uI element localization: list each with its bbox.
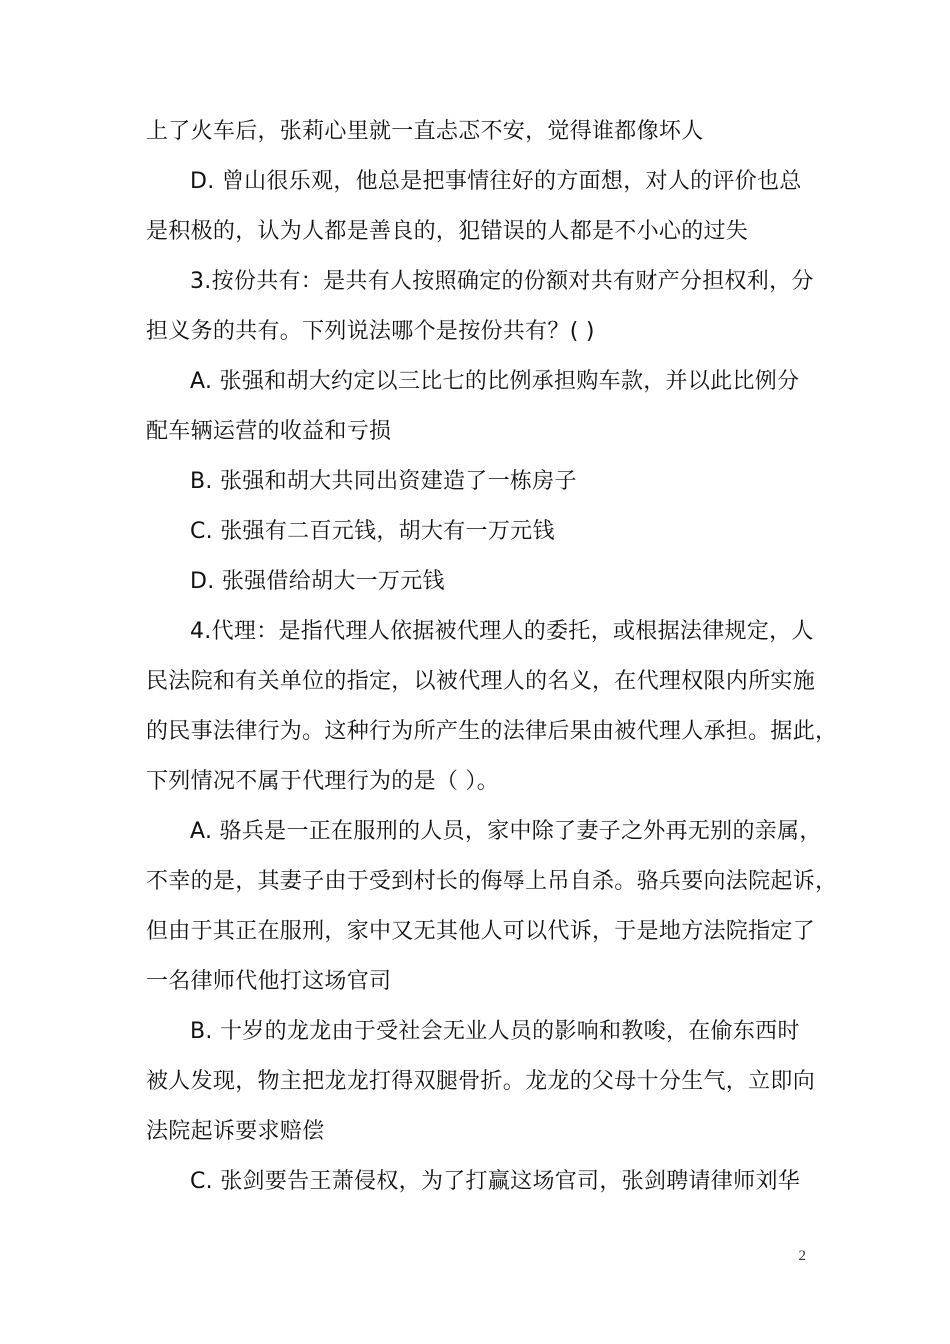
question-3-line: 3.按份共有：是共有人按照确定的份额对共有财产分担权利，分 xyxy=(190,269,814,294)
text-line: 民法院和有关单位的指定，以被代理人的名义，在代理权限内所实施 xyxy=(146,669,816,694)
option-b-line: B. 张强和胡大共同出资建造了一栋房子 xyxy=(190,469,577,494)
text-line: 下列情况不属于代理行为的是（ ）。 xyxy=(146,769,500,794)
option-a-line: A. 骆兵是一正在服刑的人员，家中除了妻子之外再无别的亲属， xyxy=(190,819,822,844)
text-line: 被人发现，物主把龙龙打得双腿骨折。龙龙的父母十分生气，立即向 xyxy=(146,1069,816,1094)
option-d-line: D. 张强借给胡大一万元钱 xyxy=(190,569,445,594)
text-line: 法院起诉要求赔偿 xyxy=(146,1119,325,1144)
option-d-line: D. 曾山很乐观，他总是把事情往好的方面想，对人的评价也总 xyxy=(190,169,802,194)
option-c-line: C. 张剑要告王萧侵权，为了打赢这场官司，张剑聘请律师刘华 xyxy=(190,1169,801,1194)
text-line: 是积极的，认为人都是善良的，犯错误的人都是不小心的过失 xyxy=(146,219,749,244)
text-line: 上了火车后，张莉心里就一直忐忑不安，觉得谁都像坏人 xyxy=(146,119,704,144)
text-line: 担义务的共有。下列说法哪个是按份共有？( ) xyxy=(146,319,595,344)
text-line: 但由于其正在服刑，家中又无其他人可以代诉，于是地方法院指定了 xyxy=(146,919,816,944)
option-a-line: A. 张强和胡大约定以三比七的比例承担购车款，并以此比例分 xyxy=(190,369,800,394)
question-4-line: 4.代理：是指代理人依据被代理人的委托，或根据法律规定，人 xyxy=(190,619,814,644)
option-c-line: C. 张强有二百元钱，胡大有一万元钱 xyxy=(190,519,555,544)
text-line: 的民事法律行为。这种行为所产生的法律后果由被代理人承担。据此， xyxy=(146,719,838,744)
text-line: 一名律师代他打这场官司 xyxy=(146,969,392,994)
text-line: 不幸的是，其妻子由于受到村长的侮辱上吊自杀。骆兵要向法院起诉， xyxy=(146,869,838,894)
page-number: 2 xyxy=(798,1248,806,1264)
option-b-line: B. 十岁的龙龙由于受社会无业人员的影响和教唆，在偷东西时 xyxy=(190,1019,800,1044)
text-line: 配车辆运营的收益和亏损 xyxy=(146,419,392,444)
